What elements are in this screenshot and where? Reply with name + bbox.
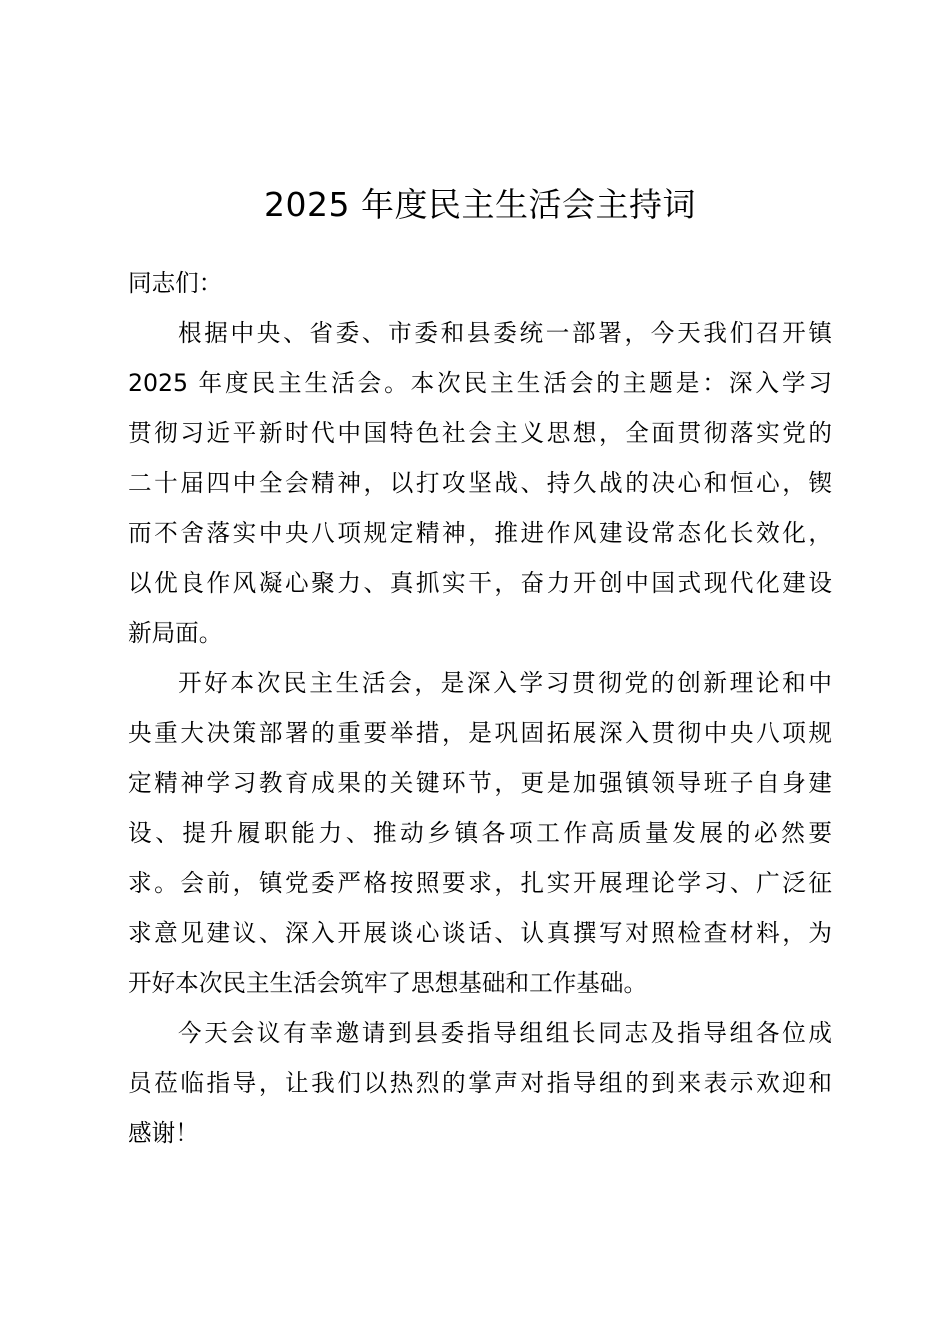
paragraph-line: 以优良作风凝心聚力、真抓实干，奋力开创中国式现代化建设	[128, 569, 832, 597]
paragraph-line: 定精神学习教育成果的关键环节，更是加强镇领导班子自身建	[128, 769, 832, 797]
paragraph-line: 求意见建议、深入开展谈心谈话、认真撰写对照检查材料，为	[128, 919, 832, 947]
salutation: 同志们：	[128, 269, 223, 297]
paragraph-line: 今天会议有幸邀请到县委指导组组长同志及指导组各位成	[178, 1019, 832, 1047]
paragraph-2	[128, 658, 832, 1008]
paragraph-line: 感谢！	[128, 1119, 199, 1147]
paragraph-line: 新局面。	[128, 619, 223, 647]
paragraph-line: 根据中央、省委、市委和县委统一部署，今天我们召开镇	[178, 319, 832, 347]
paragraph-line: 而不舍落实中央八项规定精神，推进作风建设常态化长效化，	[128, 519, 832, 547]
document-body	[128, 258, 832, 1158]
paragraph-line: 开好本次民主生活会，是深入学习贯彻党的创新理论和中	[178, 669, 832, 697]
paragraph-1	[128, 308, 832, 658]
paragraph-line: 员莅临指导，让我们以热烈的掌声对指导组的到来表示欢迎和	[128, 1069, 832, 1097]
paragraph-line: 贯彻习近平新时代中国特色社会主义思想，全面贯彻落实党的	[128, 419, 832, 447]
paragraph-line: 设、提升履职能力、推动乡镇各项工作高质量发展的必然要	[128, 819, 832, 847]
paragraph-line: 央重大决策部署的重要举措，是巩固拓展深入贯彻中央八项规	[128, 719, 832, 747]
document-title: 2025 年度民主生活会主持词	[264, 185, 696, 224]
paragraph-3	[128, 1008, 832, 1158]
paragraph-line: 2025 年度民主生活会。本次民主生活会的主题是：深入学习	[128, 369, 832, 397]
paragraph-line: 二十届四中全会精神，以打攻坚战、持久战的决心和恒心，锲	[128, 469, 832, 497]
paragraph-line: 求。会前，镇党委严格按照要求，扎实开展理论学习、广泛征	[128, 869, 832, 897]
paragraph-line: 开好本次民主生活会筑牢了思想基础和工作基础。	[128, 969, 648, 997]
